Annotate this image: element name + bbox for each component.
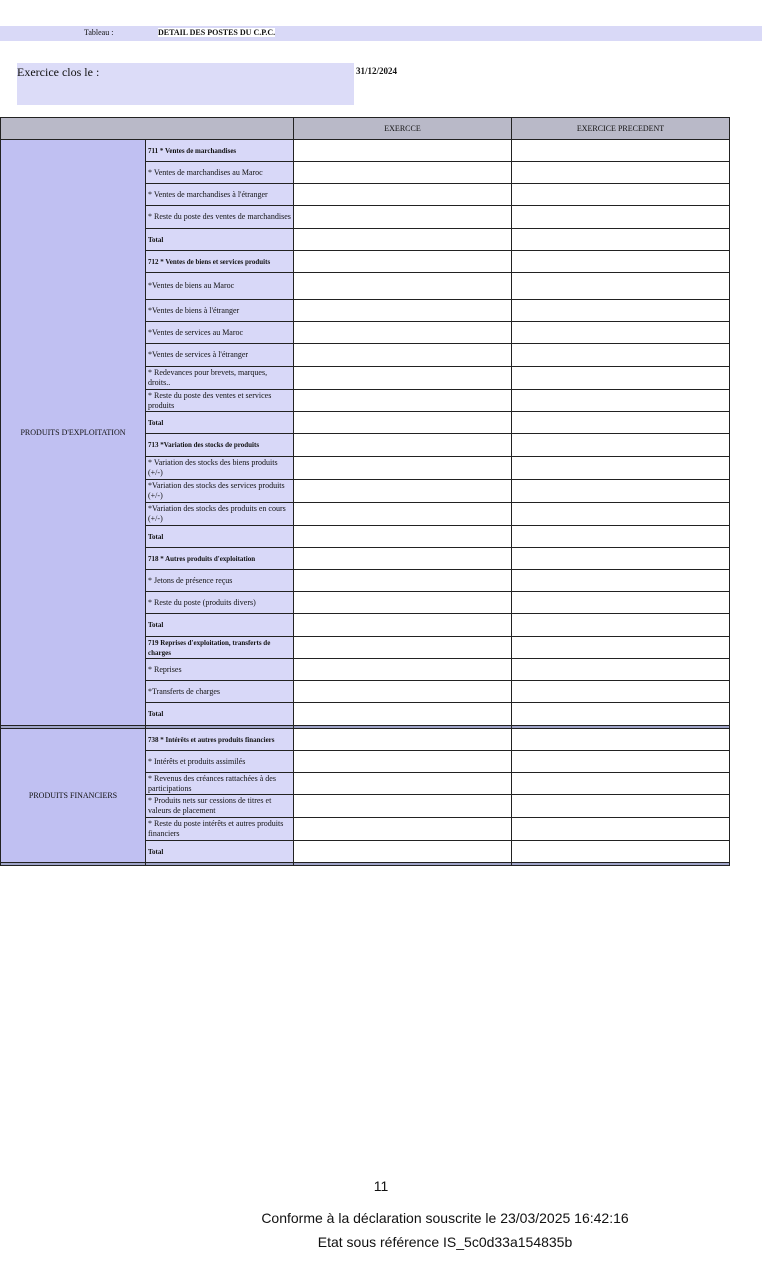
row-label: Total [146,703,294,726]
exercice-cell[interactable] [294,592,512,614]
exercice-precedent-cell[interactable] [512,390,730,412]
row-label: Total [146,614,294,637]
exercice-cell[interactable] [294,206,512,229]
exercice-precedent-cell[interactable] [512,140,730,162]
cpc-detail-table [0,117,730,866]
exercice-precedent-cell[interactable] [512,841,730,863]
exercice-precedent-cell[interactable] [512,184,730,206]
page-number: 11 [373,1178,389,1194]
conformity-text: Conforme à la déclaration souscrite le 23/03/2025 16:42:16 [261,1210,629,1226]
row-label: *Variation des stocks des produits en cours (+/-) [146,503,294,526]
row-label: * Ventes de marchandises à l'étranger [146,184,294,206]
exercice-cell[interactable] [294,614,512,637]
section-divider-row [1,863,730,866]
row-label: * Variation des stocks des biens produits (+/-) [146,457,294,480]
exercice-precedent-cell[interactable] [512,703,730,726]
exercice-cell[interactable] [294,367,512,390]
exercice-cell[interactable] [294,300,512,322]
exercice-precedent-cell[interactable] [512,412,730,434]
section-produits-exploitation: PRODUITS D'EXPLOITATION [1,140,146,726]
exercice-precedent-cell[interactable] [512,300,730,322]
exercice-precedent-cell[interactable] [512,526,730,548]
row-label: * Revenus des créances rattachées à des participations [146,773,294,795]
divider-cell [1,863,146,866]
exercice-precedent-cell[interactable] [512,818,730,841]
exercice-cell[interactable] [294,412,512,434]
exercice-precedent-cell[interactable] [512,592,730,614]
exercice-precedent-cell[interactable] [512,729,730,751]
row-label: 711 * Ventes de marchandises [146,140,294,162]
exercice-cell[interactable] [294,273,512,300]
row-label: * Redevances pour brevets, marques, droits.. [146,367,294,390]
row-label: Total [146,526,294,548]
row-label: *Variation des stocks des services produits (+/-) [146,480,294,503]
exercice-cell[interactable] [294,344,512,367]
exercice-cell[interactable] [294,457,512,480]
exercice-precedent-cell[interactable] [512,229,730,251]
exercice-precedent-cell[interactable] [512,751,730,773]
exercice-label: Exercice clos le : [17,65,100,79]
column-header-exercice-precedent: EXERCICE PRECEDENT [512,118,730,140]
row-label: * Jetons de présence reçus [146,570,294,592]
exercice-cell[interactable] [294,637,512,659]
row-label: * Intérêts et produits assimilés [146,751,294,773]
exercice-precedent-cell[interactable] [512,614,730,637]
exercice-precedent-cell[interactable] [512,322,730,344]
section-produits-financiers: PRODUITS FINANCIERS [1,729,146,863]
exercice-cell[interactable] [294,140,512,162]
exercice-cell[interactable] [294,751,512,773]
exercice-date: 31/12/2024 [356,66,398,76]
exercice-precedent-cell[interactable] [512,162,730,184]
exercice-cell[interactable] [294,659,512,681]
exercice-precedent-cell[interactable] [512,367,730,390]
exercice-precedent-cell[interactable] [512,681,730,703]
divider-cell [146,863,294,866]
exercice-cell[interactable] [294,729,512,751]
row-label: 713 *Variation des stocks de produits [146,434,294,457]
row-label: *Ventes de services à l'étranger [146,344,294,367]
exercice-precedent-cell[interactable] [512,480,730,503]
exercice-cell[interactable] [294,841,512,863]
exercice-precedent-cell[interactable] [512,637,730,659]
exercice-cell[interactable] [294,480,512,503]
row-label: *Ventes de services au Maroc [146,322,294,344]
row-label: * Produits nets sur cessions de titres et valeurs de placement [146,795,294,818]
divider-cell [512,863,730,866]
row-label: * Ventes de marchandises au Maroc [146,162,294,184]
exercice-cell[interactable] [294,681,512,703]
exercice-precedent-cell[interactable] [512,548,730,570]
exercice-precedent-cell[interactable] [512,503,730,526]
exercice-precedent-cell[interactable] [512,457,730,480]
row-label: * Reste du poste (produits divers) [146,592,294,614]
table-header-row [1,118,730,140]
exercice-cell[interactable] [294,703,512,726]
table-row [1,729,730,751]
row-label: 738 * Intérêts et autres produits financiers [146,729,294,751]
row-label: *Ventes de biens au Maroc [146,273,294,300]
exercice-cell[interactable] [294,570,512,592]
exercice-cell[interactable] [294,773,512,795]
table-row [1,140,730,162]
exercice-precedent-cell[interactable] [512,795,730,818]
exercice-cell[interactable] [294,229,512,251]
tableau-label: Tableau : [84,28,114,37]
exercice-cell[interactable] [294,251,512,273]
exercice-cell[interactable] [294,390,512,412]
exercice-precedent-cell[interactable] [512,206,730,229]
exercice-cell[interactable] [294,795,512,818]
exercice-cell[interactable] [294,818,512,841]
exercice-cell[interactable] [294,434,512,457]
header-blank-cell [1,118,294,140]
exercice-precedent-cell[interactable] [512,251,730,273]
exercice-cell[interactable] [294,503,512,526]
exercice-cell[interactable] [294,322,512,344]
divider-cell [294,863,512,866]
row-label: Total [146,412,294,434]
exercice-cell[interactable] [294,184,512,206]
row-label: *Ventes de biens à l'étranger [146,300,294,322]
exercice-cell[interactable] [294,162,512,184]
exercice-box [17,63,354,105]
exercice-precedent-cell[interactable] [512,659,730,681]
reference-text: Etat sous référence IS_5c0d33a154835b [317,1234,573,1250]
row-label: * Reste du poste intérêts et autres produits financiers [146,818,294,841]
row-label: * Reprises [146,659,294,681]
row-label: 712 * Ventes de biens et services produits [146,251,294,273]
exercice-cell[interactable] [294,526,512,548]
exercice-precedent-cell[interactable] [512,773,730,795]
row-label: *Transferts de charges [146,681,294,703]
exercice-precedent-cell[interactable] [512,570,730,592]
tableau-title: DETAIL DES POSTES DU C.P.C. [158,28,276,37]
row-label: * Reste du poste des ventes de marchandises [146,206,294,229]
exercice-precedent-cell[interactable] [512,434,730,457]
row-label: 719 Reprises d'exploitation, transferts de charges [146,637,294,659]
column-header-exercice: EXERCCE [294,118,512,140]
row-label: 718 * Autres produits d'exploitation [146,548,294,570]
row-label: * Reste du poste des ventes et services produits [146,390,294,412]
exercice-cell[interactable] [294,548,512,570]
exercice-precedent-cell[interactable] [512,273,730,300]
title-bar [0,26,762,41]
row-label: Total [146,841,294,863]
row-label: Total [146,229,294,251]
exercice-precedent-cell[interactable] [512,344,730,367]
